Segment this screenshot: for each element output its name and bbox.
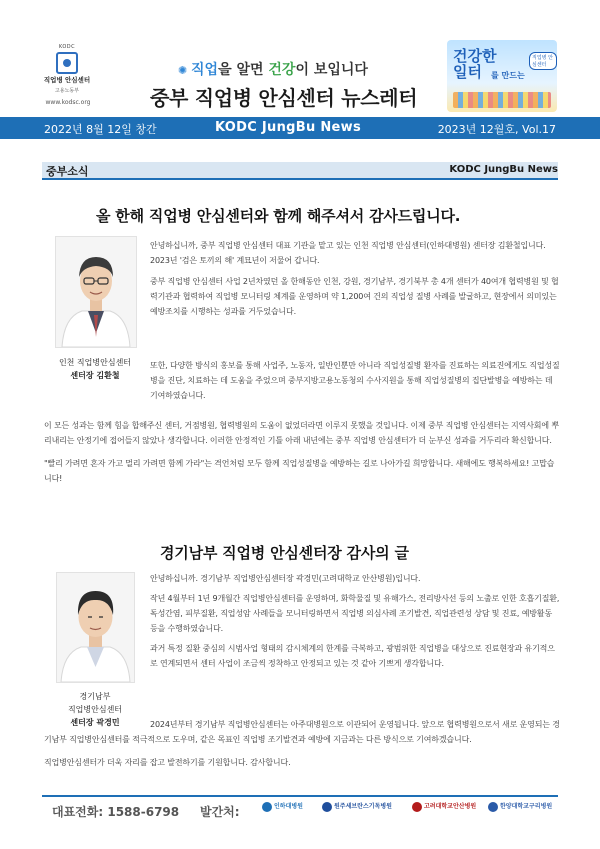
- slogan-part2: 을 알면: [218, 62, 269, 78]
- slogan-part3: 건강: [268, 62, 296, 78]
- slogan-part4: 이 보입니다: [295, 62, 368, 78]
- caption-org: 직업병안심센터: [67, 705, 123, 714]
- logo-mark-icon: [56, 52, 78, 74]
- bar-title: KODC JungBu News: [215, 120, 361, 135]
- article1-headline: 올 한해 직업병 안심센터와 함께 해주셔서 감사드립니다.: [96, 207, 461, 225]
- badge-pill: 직업병 안심센터: [529, 52, 557, 70]
- hospital-logo-icon: [322, 802, 332, 812]
- badge-line2: 일터: [453, 63, 482, 81]
- issue-bar: [0, 117, 600, 139]
- article2-portrait: [56, 572, 135, 683]
- article1-body-top: [150, 238, 560, 319]
- publisher-wonju-severance: 원주세브란스기독병원: [322, 801, 392, 812]
- logo-ministry: 고용노동부: [54, 88, 80, 94]
- hospital-logo-icon: [412, 802, 422, 812]
- kodc-logo: [38, 44, 96, 106]
- logo-url[interactable]: www.kodsc.org: [45, 99, 91, 106]
- slogan: [178, 59, 368, 79]
- footer-publisher-label: 발간처:: [200, 805, 240, 819]
- article1-para2: 중부 직업병 안심센터 사업 2년차였던 올 한해동안 인천, 강원, 경기남부, 경기북부 총 4개 센터가 40여개 협력병원 및 협력기관과 협력하여 직업병 모니터링 체계를 운영하며 약 1,200여 건의 직업성 질병 사례를 발굴하고, 현장에서 의미있는 예방조치를 시행하는 성과를 거두었습니다.: [150, 277, 559, 316]
- founded-date: 2022년 8월 12일 창간: [44, 123, 157, 136]
- section-strip: [42, 162, 558, 180]
- caption-person: 센터장 김환철: [70, 371, 120, 380]
- article2-para4: 2024년부터 경기남부 직업병안심센터는 아주대병원으로 이관되어 운영됩니다. 앞으로 협력병원으로서 새로 운영되는 경기남부 직업병안심센터를 적극적으로 도우며, 같은 목표인 직업병 조기발견과 예방에 지금과는 다른 방식으로 기여하겠습니다.: [44, 720, 560, 744]
- caption-person: 센터장 곽경민: [70, 718, 120, 727]
- logo-org-name: 직업병 안심센터: [43, 76, 91, 84]
- caption-region: 경기남부: [79, 692, 111, 701]
- footer-divider: [42, 795, 558, 797]
- article2-body-bottom: [44, 717, 560, 770]
- section-right-label: KODC JungBu News: [449, 164, 558, 175]
- sparkle-icon: ✺: [178, 64, 188, 77]
- article1-para1: 안녕하십니까, 중부 직업병 안심센터 대표 기관을 맡고 있는 인천 직업병 안심센터(인하대병원) 센터장 김환철입니다. 2023년 '검은 토끼의 해' 계묘년이 저물어 갑니다.: [150, 241, 546, 265]
- article1-para3: 또한, 다양한 방식의 홍보를 통해 사업주, 노동자, 일반인뿐만 아니라 직업성질병 환자를 진료하는 의료진에게도 직업성질병을 진단, 치료하는 데 도움을 주었으며 중부지방고용노동청의 수사지원을 통해 직업성질병의 집단발병을 예방하는 데 기여하였습니다.: [150, 361, 560, 400]
- article2-body-top: [150, 571, 560, 671]
- slogan-part1: 직업: [191, 62, 219, 78]
- article2-para1: 안녕하십니까. 경기남부 직업병안심센터장 곽경민(고려대학교 안산병원)입니다.: [150, 574, 421, 583]
- publisher-korea-univ-ansan: 고려대학교안산병원: [412, 801, 476, 812]
- people-illustration-icon: [453, 92, 551, 108]
- article2-headline: 경기남부 직업병 안심센터장 감사의 글: [160, 544, 409, 562]
- article1-body-bottom: [44, 418, 560, 486]
- portrait-man-icon: [56, 237, 136, 347]
- publisher-inha: 인하대병원: [262, 801, 303, 812]
- caption-org: 인천 직업병안심센터: [58, 358, 132, 367]
- hospital-logo-icon: [488, 802, 498, 812]
- badge-line1: 건강한: [453, 47, 497, 65]
- article2-para3: 과거 특정 질환 중심의 시범사업 형태의 감시체계의 한계를 극복하고, 광범위한 직업병을 대상으로 진료현장과 유기적으로 연계되면서 센터 사업이 조금씩 정착하고 안정되고 있는 것 같아 기쁘게 생각합니다.: [150, 644, 555, 668]
- article2-para5: 직업병안심센터가 더욱 자리를 잡고 발전하기를 기원합니다. 감사합니다.: [44, 758, 291, 767]
- footer-phone[interactable]: 대표전화: 1588-6798: [52, 805, 180, 819]
- badge-line3: 를 만드는: [491, 71, 525, 80]
- healthy-workplace-badge: [447, 40, 557, 112]
- logo-org-small: KODC: [58, 44, 76, 50]
- article1-portrait: [55, 236, 137, 348]
- section-title: 중부소식: [46, 165, 89, 178]
- newsletter-title: 중부 직업병 안심센터 뉴스레터: [150, 86, 418, 110]
- publisher-logos: [262, 798, 560, 820]
- portrait-man-icon: [57, 573, 134, 682]
- article1-body-mid: [150, 358, 560, 403]
- article1-caption: [46, 356, 144, 382]
- publisher-hanyang-guri: 한양대학교구리병원: [488, 801, 552, 812]
- hospital-logo-icon: [262, 802, 272, 812]
- article2-para2: 작년 4월부터 1년 9개월간 직업병안심센터를 운영하며, 화학물질 및 유해가스, 전리방사선 등의 노출로 인한 호흡기질환, 독성간염, 피부질환, 직업성암 사례들을 모니터링하면서 직업병 의심사례 조기발견, 직업관련성 상담 및 진료, 예방활동 등을 수행하였습니다.: [150, 594, 560, 633]
- article1-para5: "빨리 가려면 혼자 가고 멀리 가려면 함께 가라"는 격언처럼 모두 함께 직업성질병을 예방하는 길로 나아가길 희망합니다. 새해에도 행복하세요! 고맙습니다!: [44, 459, 555, 483]
- article1-para4: 이 모든 성과는 함께 힘을 합해주신 센터, 거점병원, 협력병원의 도움이 없었더라면 이루지 못했을 것입니다. 이제 중부 직업병 안심센터는 지역사회에 뿌리내리는 안정기에 접어들지 않았나 생각합니다. 이러한 안정적인 기틀 아래 내년에는 중부 직업병 안심센터가 더 눈부신 성과를 거두리라 확신합니다.: [44, 421, 559, 445]
- issue-number: 2023년 12월호, Vol.17: [437, 123, 556, 136]
